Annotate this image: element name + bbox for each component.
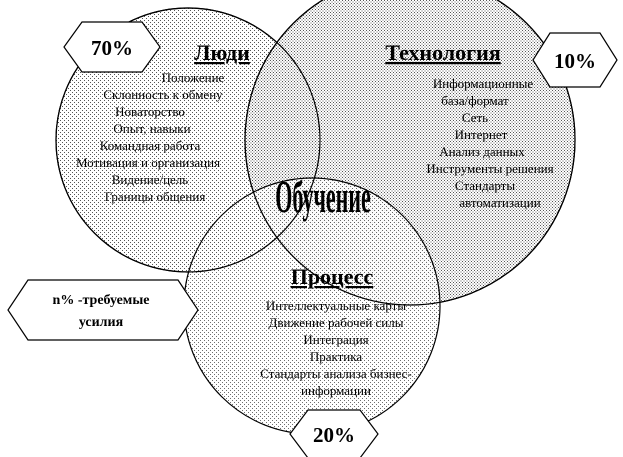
people-item: Склонность к обмену bbox=[103, 87, 223, 102]
people-item: Границы общения bbox=[104, 189, 206, 204]
process-item: Движение рабочей силы bbox=[268, 315, 404, 330]
process-badge-text: 20% bbox=[313, 423, 355, 447]
technology-title: Технология bbox=[385, 40, 501, 65]
people-title: Люди bbox=[194, 40, 250, 65]
process-item: Стандарты анализа бизнес- bbox=[260, 366, 412, 381]
people-item: Положение bbox=[161, 70, 225, 85]
people-badge-text: 70% bbox=[91, 36, 133, 60]
process-item: информации bbox=[301, 383, 371, 398]
technology-item: Анализ данных bbox=[439, 144, 525, 159]
legend-line-1: n% -требуемые bbox=[52, 293, 150, 308]
technology-item: база/формат bbox=[441, 93, 509, 108]
people-item: Новаторство bbox=[115, 104, 185, 119]
process-title: Процесс bbox=[290, 264, 374, 289]
process-item: Интеграция bbox=[303, 332, 369, 347]
people-item: Опыт, навыки bbox=[113, 121, 191, 136]
people-badge bbox=[64, 22, 160, 72]
people-item: Мотивация и организация bbox=[75, 155, 221, 170]
process-badge bbox=[290, 410, 378, 457]
technology-badge-text: 10% bbox=[554, 49, 596, 73]
technology-item: Информационные bbox=[432, 76, 534, 91]
people-item: Командная работа bbox=[99, 138, 201, 153]
process-item: Практика bbox=[309, 349, 363, 364]
technology-badge bbox=[533, 33, 617, 87]
process-item: Интеллектуальные карты bbox=[265, 298, 407, 313]
center-label: Обучение bbox=[275, 171, 371, 223]
legend-line-2: усилия bbox=[78, 315, 124, 330]
technology-item: автоматизации bbox=[459, 195, 541, 210]
technology-item: Инструменты решения bbox=[426, 161, 554, 176]
technology-item: Стандарты bbox=[454, 178, 516, 193]
technology-item: Интернет bbox=[454, 127, 508, 142]
people-item: Видение/цель bbox=[111, 172, 189, 187]
technology-item: Сеть bbox=[461, 110, 489, 125]
legend bbox=[8, 280, 198, 340]
